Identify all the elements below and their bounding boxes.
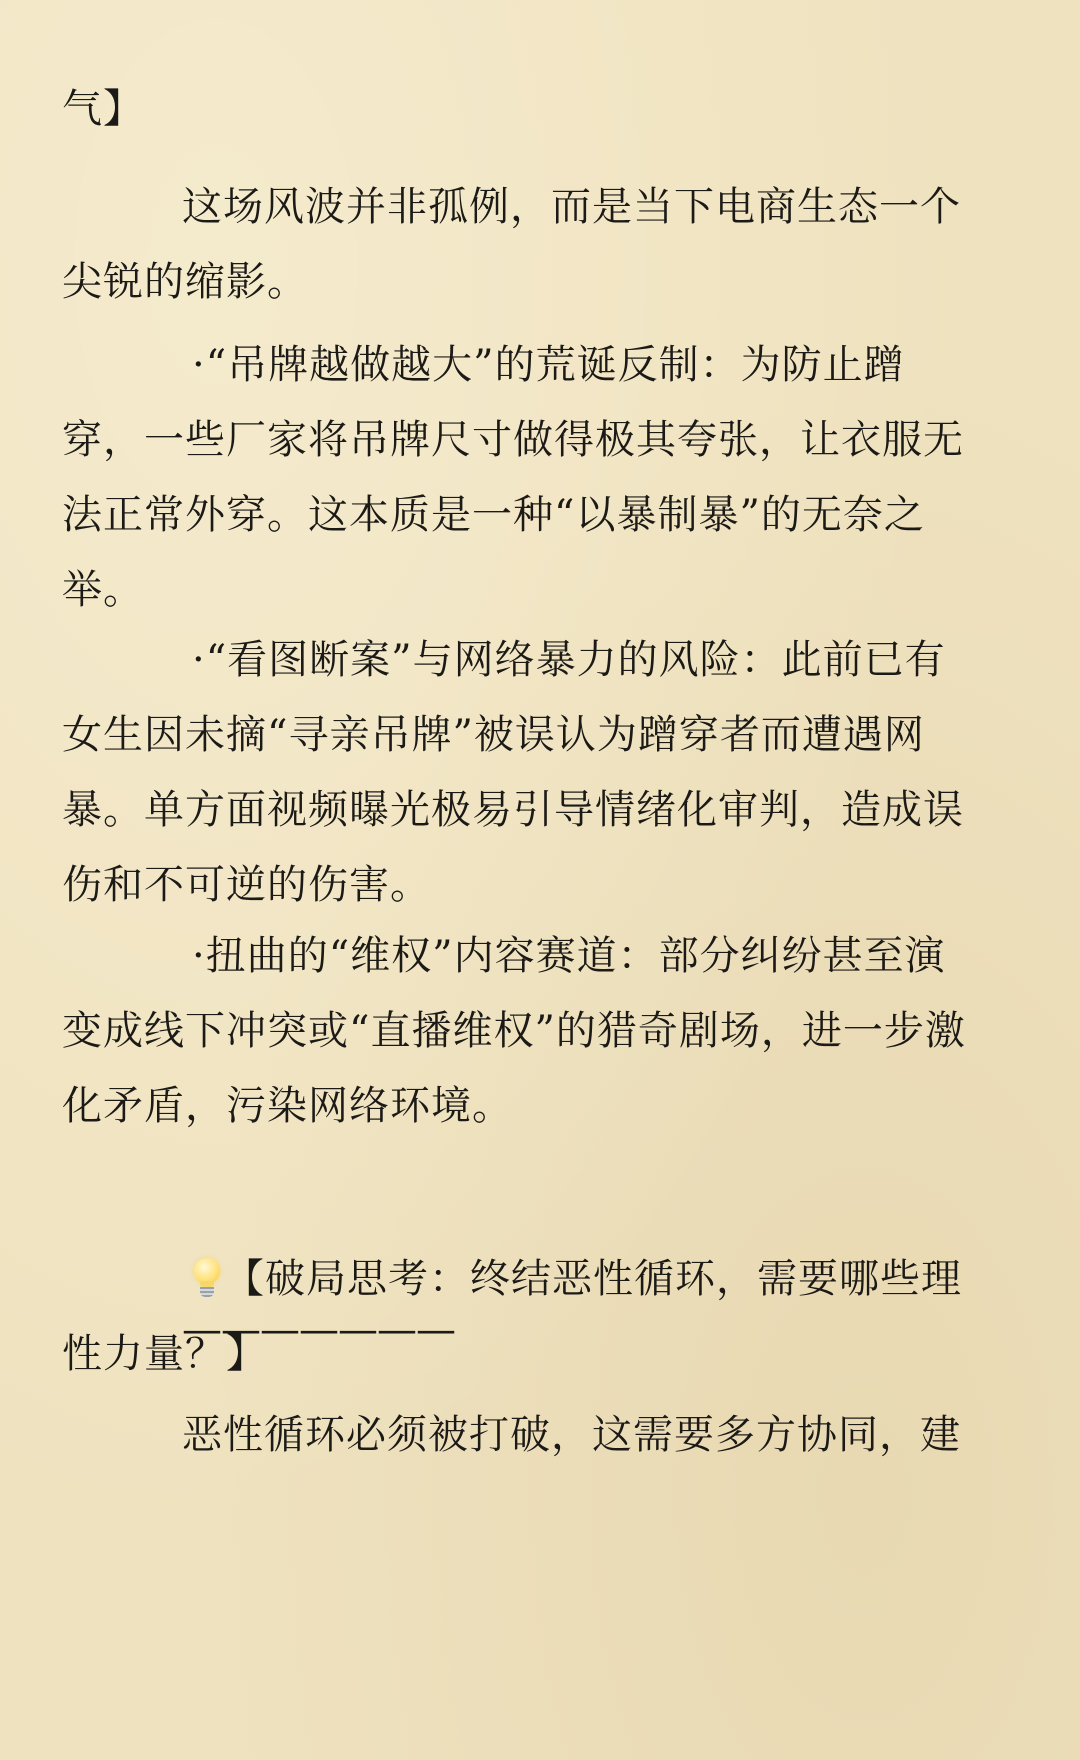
paragraph-intro <box>62 170 1022 320</box>
text-line: 性力量？】 <box>62 1331 267 1377</box>
text-line: 这场风波并非孤例，而是当下电商生态一个 <box>182 184 961 230</box>
light-bulb-icon <box>192 1256 222 1302</box>
paragraph-closing-fragment <box>62 72 1022 147</box>
text-line: 变成线下冲突或“直播维权”的猎奇剧场，进一步激 <box>62 1008 966 1054</box>
text-line: 穿，一些厂家将吊牌尺寸做得极其夸张，让衣服无 <box>62 417 964 463</box>
text-line: ·“看图断案”与网络暴力的风险：此前已有 <box>192 637 946 683</box>
heading-text: 【破局思考：终结恶性循环，需要哪些理 <box>224 1256 962 1302</box>
text-line: 恶性循环必须被打破，这需要多方协同，建 <box>182 1412 961 1458</box>
paragraph-bullet-rights-content <box>62 919 1022 1144</box>
text-line: 暴。单方面视频曝光极易引导情绪化审判，造成误 <box>62 787 964 833</box>
text-line: 气】 <box>62 86 144 132</box>
paragraph-bullet-tag-size <box>62 328 1022 628</box>
text-line: 法正常外穿。这本质是一种“以暴制暴”的无奈之 <box>62 492 925 538</box>
paragraph-section-heading <box>62 1242 1022 1392</box>
text-line: 尖锐的缩影。 <box>62 259 308 305</box>
text-line: 化矛盾，污染网络环境。 <box>62 1083 513 1129</box>
text-line: 举。 <box>62 567 144 613</box>
text-line-with-icon <box>62 1242 1022 1317</box>
text-line: ·“吊牌越做越大”的荒诞反制：为防止蹭 <box>192 342 905 388</box>
text-line: 女生因未摘“寻亲吊牌”被误认为蹭穿者而遭遇网 <box>62 712 925 758</box>
paragraph-bullet-online-violence <box>62 623 1022 923</box>
text-line: ·扭曲的“维权”内容赛道：部分纠纷甚至演 <box>192 933 946 979</box>
paragraph-solution-intro <box>62 1398 1022 1473</box>
section-divider: ——————— <box>182 1307 455 1353</box>
text-line: 伤和不可逆的伤害。 <box>62 862 431 908</box>
